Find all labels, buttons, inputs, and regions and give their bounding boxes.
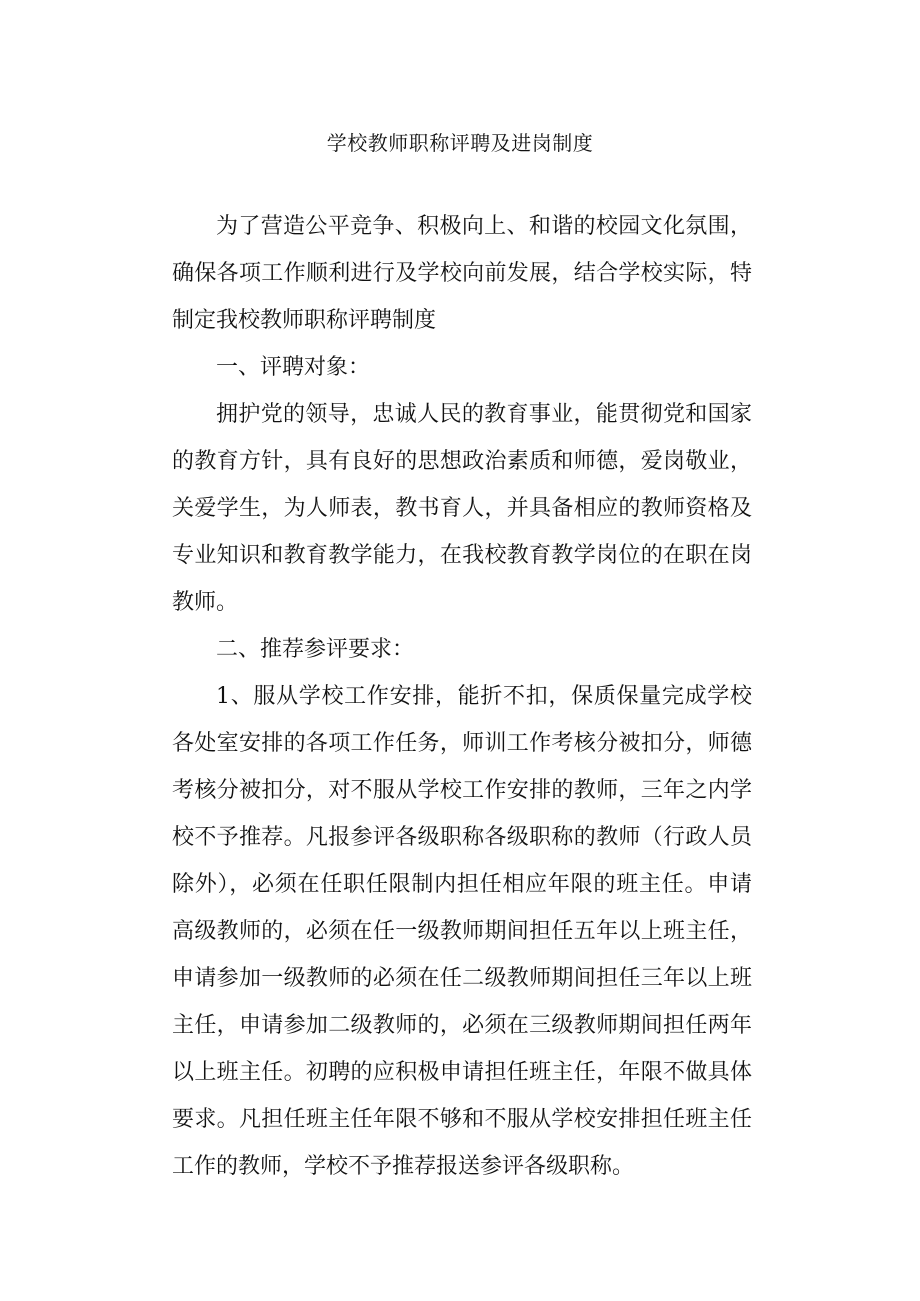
evaluation-target-paragraph: 拥护党的领导，忠诚人民的教育事业，能贯彻党和国家的教育方针，具有良好的思想政治素质和师德，爱岗敬业，关爱学生，为人师表，教书育人，并具备相应的教师资格及专业知识和教育教学能力，在我校教育教学岗位的在职在岗教师。 — [172, 402, 752, 615]
section-heading-evaluation-target: 一、评聘对象： — [216, 355, 371, 380]
section-heading-recommendation-requirements: 二、推荐参评要求： — [216, 637, 415, 662]
document-body — [172, 203, 752, 1190]
requirement-item-1: 1、服从学校工作安排，能折不扣，保质保量完成学校各处室安排的各项工作任务，师训工作考核分被扣分，师德考核分被扣分，对不服从学校工作安排的教师，三年之内学校不予推荐。凡报参评各级职称各级职称的教师（行政人员除外），必须在任职任限制内担任相应年限的班主任。申请高级教师的，必须在任一级教师期间担任五年以上班主任，申请参加一级教师的必须在任二级教师期间担任三年以上班主任，申请参加二级教师的，必须在三级教师期间担任两年以上班主任。初聘的应积极申请担任班主任，年限不做具体要求。凡担任班主任年限不够和不服从学校安排担任班主任工作的教师，学校不予推荐报送参评各级职称。 — [172, 684, 752, 1179]
intro-paragraph: 为了营造公平竞争、积极向上、和谐的校园文化氛围，确保各项工作顺利进行及学校向前发展，结合学校实际，特制定我校教师职称评聘制度 — [172, 214, 752, 333]
document-title: 学校教师职称评聘及进岗制度 — [326, 131, 594, 155]
